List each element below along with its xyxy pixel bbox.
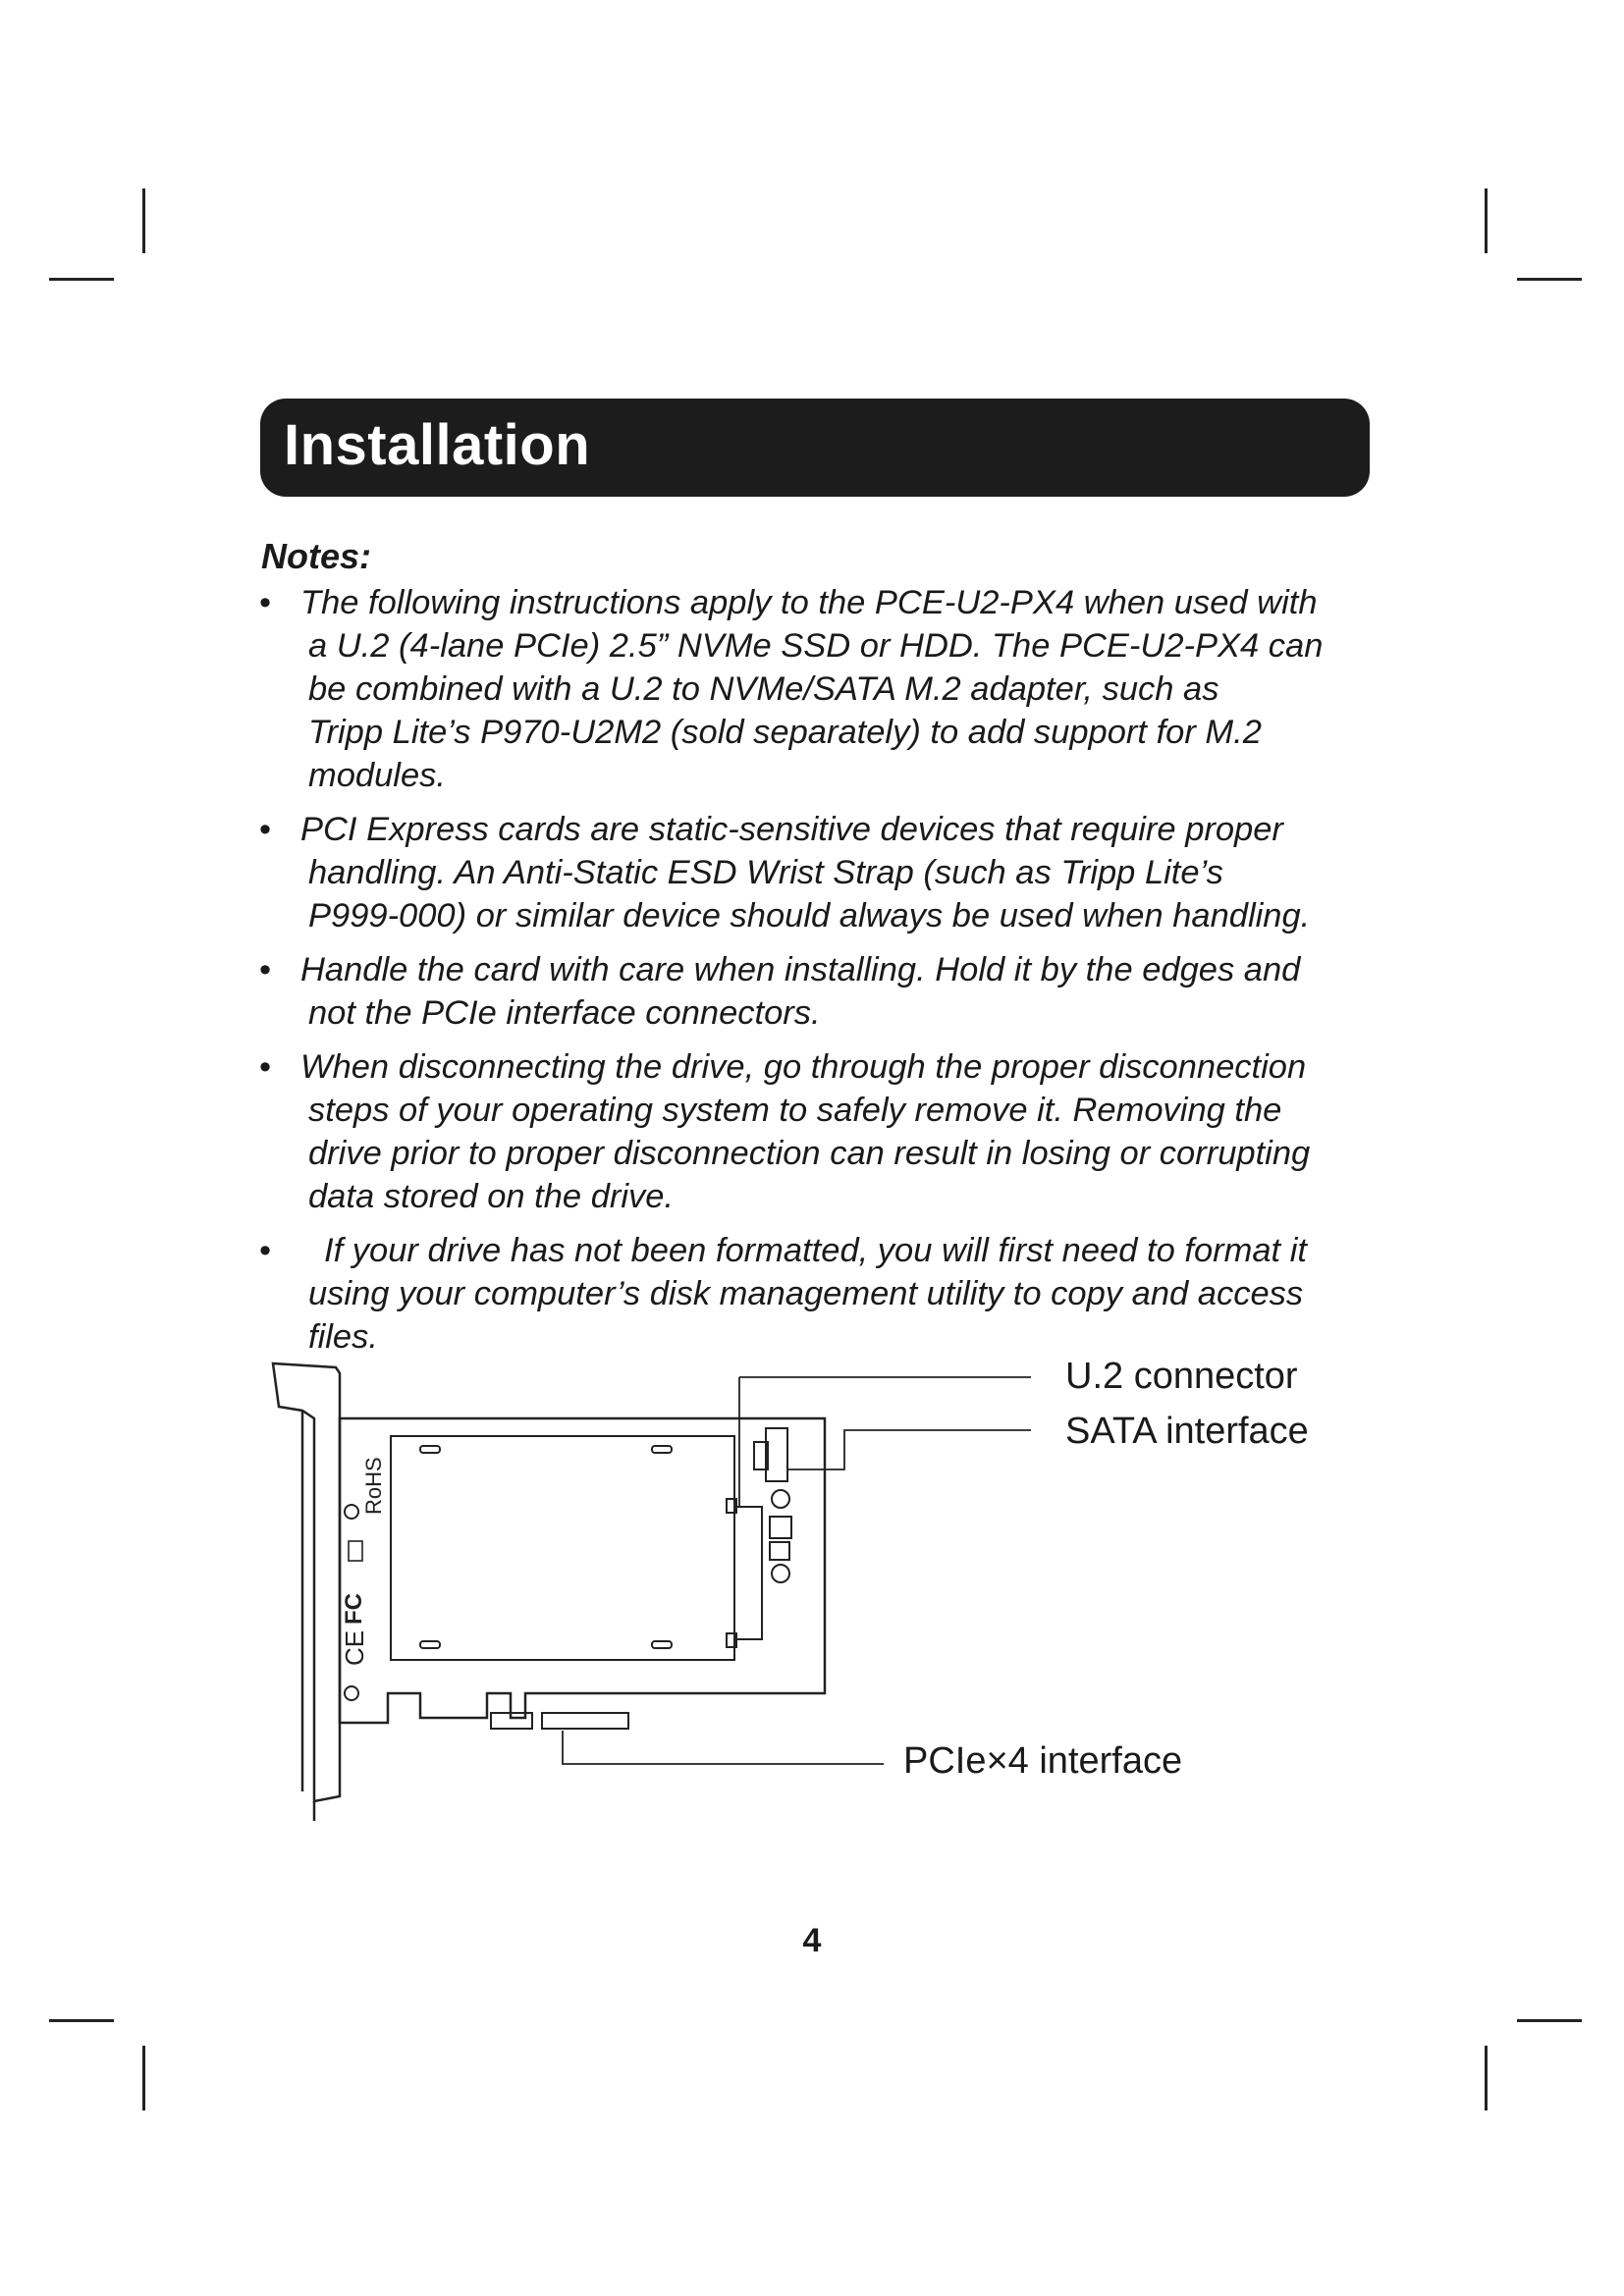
sata-connector <box>766 1428 787 1481</box>
sata-interface-label: SATA interface <box>1065 1411 1309 1452</box>
note-line: handling. An Anti-Static ESD Wrist Strap (such as Tripp Lite’s <box>308 854 1223 891</box>
note-line: Tripp Lite’s P970-U2M2 (sold separately) to add support for M.2 <box>308 714 1262 751</box>
note-item <box>257 1045 1377 1218</box>
m2-slot <box>734 1507 762 1639</box>
bullet-marker: • <box>259 951 272 988</box>
note-line: be combined with a U.2 to NVMe/SATA M.2 adapter, such as <box>308 670 1219 708</box>
note-line: files. <box>308 1318 378 1356</box>
note-line: a U.2 (4-lane PCIe) 2.5” NVMe SSD or HDD. The PCE-U2-PX4 can <box>308 627 1324 665</box>
note-line: PCI Express cards are static-sensitive devices that require proper <box>300 811 1283 848</box>
note-line: steps of your operating system to safely remove it. Removing the <box>308 1092 1282 1129</box>
section-title-bar <box>260 399 1370 497</box>
rohs-label: RoHS <box>361 1457 386 1515</box>
bullet-marker: • <box>259 811 272 848</box>
fc-mark: FC <box>341 1593 367 1625</box>
crop-mark-top-left-horizontal <box>49 278 114 281</box>
card-diagram <box>255 1356 1375 1821</box>
crop-mark-top-right-horizontal <box>1517 278 1582 281</box>
note-line: drive prior to proper disconnection can result in losing or corrupting <box>308 1135 1311 1172</box>
note-line: modules. <box>308 757 446 794</box>
crop-mark-top-left-vertical <box>142 188 145 253</box>
pcie-interface-leader <box>563 1731 884 1764</box>
note-item <box>257 581 1377 797</box>
notes-heading: Notes: <box>261 536 372 576</box>
note-line: data stored on the drive. <box>308 1178 675 1215</box>
note-item <box>257 1229 1377 1359</box>
note-line: P999-000) or similar device should always be used when handling. <box>308 897 1311 934</box>
drive-mounting-plate <box>391 1436 734 1660</box>
card-board <box>340 1418 825 1723</box>
bullet-marker: • <box>259 584 272 621</box>
crop-mark-bottom-right-horizontal <box>1517 2019 1582 2022</box>
page-number: 4 <box>802 1922 822 1959</box>
crop-mark-top-right-vertical <box>1485 188 1488 253</box>
notes-list <box>257 581 1377 1369</box>
note-line: The following instructions apply to the PCE-U2-PX4 when used with <box>300 584 1318 621</box>
bullet-marker: • <box>259 1232 272 1269</box>
section-title: Installation <box>284 413 591 477</box>
note-line: Handle the card with care when installing. Hold it by the edges and <box>300 951 1301 988</box>
ce-mark: CE <box>340 1629 369 1666</box>
note-line: not the PCIe interface connectors. <box>308 994 821 1032</box>
pcie-interface-label: PCIe×4 interface <box>903 1740 1183 1782</box>
note-line: If your drive has not been formatted, you will first need to format it <box>324 1232 1307 1269</box>
mounting-bracket <box>273 1363 340 1801</box>
note-line: using your computer’s disk management utility to copy and access <box>308 1275 1304 1312</box>
note-item <box>257 948 1377 1035</box>
bullet-marker: • <box>259 1048 272 1086</box>
note-item <box>257 808 1377 937</box>
note-line: When disconnecting the drive, go through the proper disconnection <box>300 1048 1307 1086</box>
u2-connector-label: U.2 connector <box>1065 1356 1298 1397</box>
pcie-fingers-long <box>542 1713 628 1729</box>
crop-mark-bottom-left-horizontal <box>49 2019 114 2022</box>
crop-mark-bottom-right-vertical <box>1485 2046 1488 2110</box>
crop-mark-bottom-left-vertical <box>142 2046 145 2110</box>
